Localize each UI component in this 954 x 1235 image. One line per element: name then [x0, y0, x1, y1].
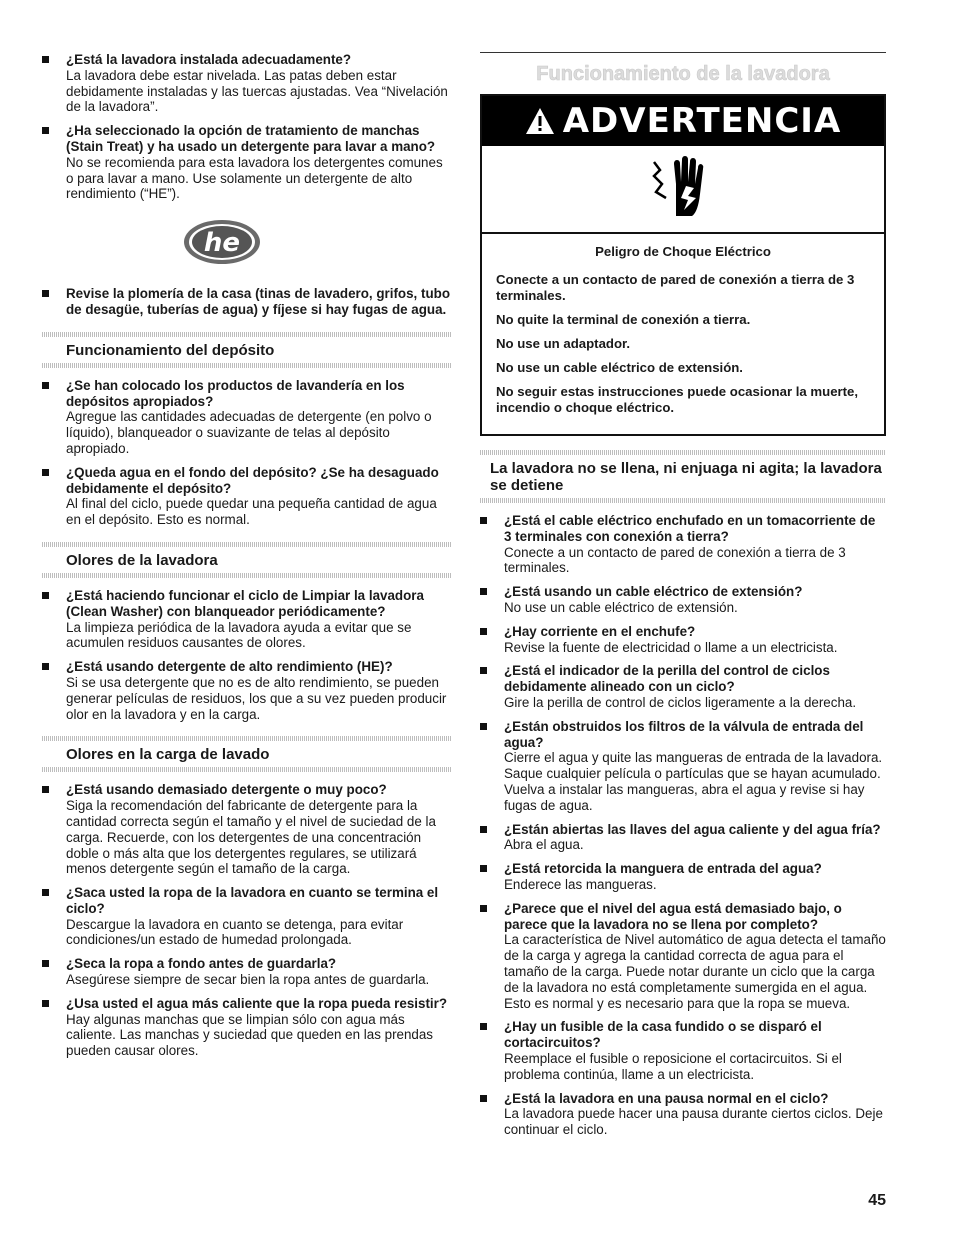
answer-text: Agregue las cantidades adecuadas de detergente (en polvo o líquido), blanqueador o suavizante de telas al depósito apropiado. [66, 409, 432, 456]
list-item [480, 584, 886, 616]
list-item [480, 624, 886, 656]
answer-text: Reemplace el fusible o reposicione el cortacircuitos. Si el problema continúa, llame a un electricista. [504, 1050, 842, 1082]
right-column [480, 52, 886, 1146]
answer-text: Revise la fuente de electricidad o llame a un electricista. [504, 639, 838, 655]
answer-text: Enderece las mangueras. [504, 876, 657, 892]
question-text: ¿Está retorcida la manguera de entrada del agua? [504, 861, 822, 877]
hatch-rule [42, 363, 452, 368]
warning-box [480, 94, 886, 436]
left-sections [42, 332, 452, 1059]
list-item [42, 782, 452, 877]
section-title: Olores en la carga de lavado [66, 746, 270, 764]
list-item [480, 719, 886, 814]
answer-text: Abra el agua. [504, 837, 584, 853]
list-item [42, 378, 452, 457]
section-header [42, 332, 452, 368]
answer-text: La limpieza periódica de la lavadora ayuda a evitar que se acumulen residuos causantes de olores. [66, 619, 412, 651]
question-text: ¿Saca usted la ropa de la lavadora en cuanto se termina el ciclo? [66, 885, 439, 916]
section-header [42, 542, 452, 578]
warning-lines [496, 272, 870, 416]
list-item [480, 822, 886, 854]
bullet-icon [480, 905, 487, 912]
answer-text: Hay algunas manchas que se limpian sólo con agua más caliente. Las manchas y suciedad que queden en las prendas pueden causar olores. [66, 1011, 434, 1059]
page-section-header: Funcionamiento de la lavadora [536, 63, 830, 85]
answer-text: No use un cable eléctrico de extensión. [504, 599, 738, 615]
answer-text: Cierre el agua y quite las mangueras de entrada de la lavadora. Saque cualquier película o partículas que se hayan acumulado. Vuelva a instalar las mangueras, abra el agua y revise si hay fugas de agua. [504, 750, 883, 813]
answer-text: Gire la perilla de control de ciclos ligeramente a la derecha. [504, 694, 857, 710]
warning-text [482, 234, 884, 434]
bullet-icon [480, 517, 487, 524]
section-title: Funcionamiento del depósito [66, 341, 275, 359]
answer-text: La característica de Nivel automático de agua detecta el tamaño de la carga y agrega la cantidad correcta de agua para el tamaño de la carga. Puede notar durante un ciclo que la carga de la lavadora no está completamente sumergida en el agua. Esto es normal y es necesario para que la ropa se mueva. [504, 932, 886, 1011]
list-item [480, 513, 886, 576]
question-text: ¿Está el cable eléctrico enchufado en un tomacorriente de 3 terminales con conexión a tierra? [504, 513, 876, 544]
warning-line: No seguir estas instrucciones puede ocasionar la muerte, incendio o choque eléctrico. [496, 384, 859, 415]
shock-icon-area [482, 146, 884, 234]
bullet-icon [42, 382, 49, 389]
bullet-icon [42, 469, 49, 476]
hatch-rule [42, 573, 452, 578]
bullet-icon [42, 663, 49, 670]
top-rule [480, 52, 886, 53]
he-logo-icon [182, 218, 262, 266]
warning-triangle-icon [525, 107, 555, 135]
question-text: ¿Queda agua en el fondo del depósito? ¿Se ha desaguado debidamente el depósito? [66, 464, 439, 496]
question-text: Revise la plomería de la casa (tinas de lavadero, grifos, tubo de desagüe, tuberías de agua) y fíjese si hay fugas de agua. [66, 286, 451, 317]
bullet-icon [480, 588, 487, 595]
list-item [42, 465, 452, 528]
hatch-rule [480, 498, 886, 503]
bullet-icon [480, 628, 487, 635]
answer-text: Asegúrese siempre de secar bien la ropa antes de guardarla. [66, 972, 430, 988]
warning-line: No use un cable eléctrico de extensión. [496, 360, 743, 375]
left-column [42, 52, 452, 1067]
left-top-items [42, 52, 452, 202]
question-text: ¿Está haciendo funcionar el ciclo de Limpiar la lavadora (Clean Washer) con blanqueador periódicamente? [66, 587, 424, 619]
bullet-icon [42, 960, 49, 967]
bullet-icon [42, 290, 49, 297]
question-text: ¿Parece que el nivel del agua está demasiado bajo, o parece que la lavadora no se llena por completo? [504, 900, 842, 932]
bullet-icon [480, 1023, 487, 1030]
list-item [42, 659, 452, 722]
answer-text: No se recomienda para esta lavadora los detergentes comunes o para lavar a mano. Use solamente un detergente de alto rendimiento (“HE”). [66, 154, 443, 202]
question-text: ¿Se han colocado los productos de lavandería en los depósitos apropiados? [66, 377, 405, 409]
bullet-icon [42, 56, 49, 63]
warning-banner-text: ADVERTENCIA [562, 101, 842, 141]
list-item [480, 1019, 886, 1082]
warning-line: No quite la terminal de conexión a tierra. [496, 312, 751, 327]
section-header [480, 450, 886, 503]
bullet-icon [480, 1095, 487, 1102]
warning-line: No use un adaptador. [496, 336, 631, 351]
right-items [480, 513, 886, 1138]
hatch-rule [42, 767, 452, 772]
section-header [42, 736, 452, 772]
left-mid-items [42, 286, 452, 318]
page-number: 45 [868, 1192, 886, 1209]
warning-banner [482, 96, 884, 146]
bullet-icon [42, 1000, 49, 1007]
list-item [480, 901, 886, 1012]
question-text: ¿Están obstruidos los filtros de la válvula de entrada del agua? [504, 718, 864, 750]
answer-text: Al final del ciclo, puede quedar una pequeña cantidad de agua en el depósito. Esto es normal. [66, 496, 437, 528]
bullet-icon [42, 127, 49, 134]
question-text: ¿Está el indicador de la perilla del control de ciclos debidamente alineado con un ciclo? [504, 663, 830, 695]
section-title: La lavadora no se llena, ni enjuaga ni agita; la lavadora se detiene [490, 460, 882, 494]
list-item [42, 588, 452, 651]
question-text: ¿Seca la ropa a fondo antes de guardarla? [66, 956, 337, 972]
bullet-icon [42, 786, 49, 793]
question-text: ¿Están abiertas las llaves del agua caliente y del agua fría? [504, 821, 881, 837]
question-text: ¿Está usando detergente de alto rendimiento (HE)? [66, 659, 393, 675]
question-text: ¿Está la lavadora en una pausa normal en el ciclo? [504, 1090, 829, 1106]
list-item [480, 663, 886, 710]
bullet-icon [480, 865, 487, 872]
answer-text: Siga la recomendación del fabricante de detergente para la cantidad correcta según el tamaño y el nivel de suciedad de la carga. Recuerde, con los detergentes de una concentración doble o más alta que los detergentes regulares, se utilizará menos detergente según el tamaño de la carga. [66, 798, 436, 877]
list-item [42, 52, 452, 115]
bullet-icon [480, 667, 487, 674]
answer-text: La lavadora debe estar nivelada. Las patas deben estar debidamente instaladas y las tuercas ajustadas. Vea “Nivelación de la lavadora”. [66, 67, 448, 115]
bullet-icon [480, 723, 487, 730]
question-text: ¿Usa usted el agua más caliente que la ropa pueda resistir? [66, 995, 448, 1011]
list-item [42, 286, 452, 318]
bullet-icon [42, 889, 49, 896]
list-item [480, 1091, 886, 1138]
electric-shock-hand-icon [648, 154, 718, 224]
answer-text: La lavadora puede hacer una pausa durante ciertos ciclos. Deje continuar el ciclo. [504, 1106, 883, 1138]
warning-line: Conecte a un contacto de pared de conexión a tierra de 3 terminales. [496, 272, 855, 303]
question-text: ¿Está usando un cable eléctrico de extensión? [504, 584, 803, 600]
svg-text:he: he [203, 228, 241, 259]
answer-text: Conecte a un contacto de pared de conexión a tierra de 3 terminales. [504, 544, 846, 576]
list-item [42, 885, 452, 948]
list-item [42, 123, 452, 202]
answer-text: Descargue la lavadora en cuanto se detenga, para evitar condiciones/un estado de humedad prolongada. [66, 916, 404, 948]
list-item [480, 861, 886, 893]
bullet-icon [480, 826, 487, 833]
question-text: ¿Hay un fusible de la casa fundido o se disparó el cortacircuitos? [504, 1019, 822, 1051]
warning-title: Peligro de Choque Eléctrico [595, 244, 771, 259]
question-text: ¿Hay corriente en el enchufe? [504, 623, 696, 639]
bullet-icon [42, 592, 49, 599]
question-text: ¿Ha seleccionado la opción de tratamiento de manchas (Stain Treat) y ha usado un detergente para lavar a mano? [66, 123, 436, 154]
list-item [42, 996, 452, 1059]
question-text: ¿Está usando demasiado detergente o muy poco? [66, 782, 387, 798]
list-item [42, 956, 452, 988]
question-text: ¿Está la lavadora instalada adecuadamente? [66, 52, 352, 67]
answer-text: Si se usa detergente que no es de alto rendimiento, se pueden generar películas de residuos, los que a su vez pueden producir olor en la lavadora y en la carga. [66, 674, 447, 722]
section-title: Olores de la lavadora [66, 551, 218, 569]
